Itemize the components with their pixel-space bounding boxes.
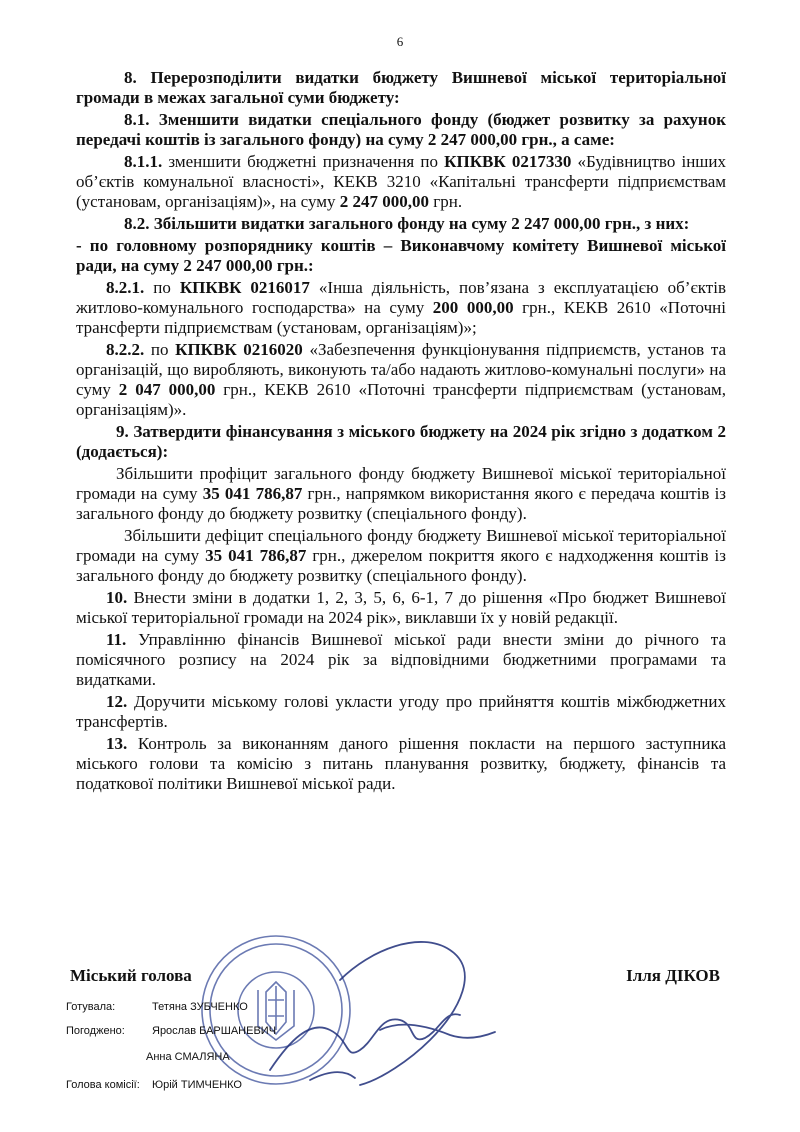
- amount: 2 047 000,00: [118, 380, 216, 399]
- paragraph-8-2-1: [76, 278, 726, 338]
- item-number: 12.: [106, 692, 128, 711]
- approval-role: Готувала:: [66, 1001, 116, 1013]
- paragraph-8: 8. Перерозподілити видатки бюджету Вишневої міської територіальної громади в межах загальної суми бюджету:: [76, 68, 726, 107]
- paragraph-9: 9. Затвердити фінансування з міського бюджету на 2024 рік згідно з додатком 2 (додається):: [76, 422, 726, 461]
- item-number: 8.2.1.: [106, 278, 145, 297]
- item-text: Внести зміни в додатки 1, 2, 3, 5, 6, 6-1, 7 до рішення «Про бюджет Вишневої міської територіальної громади на 2024 рік», виклавши їх у новій редакції.: [76, 588, 726, 627]
- paragraph-8-2-subheading: - по головному розпоряднику коштів – Виконавчому комітету Вишневої міської ради, на суму 2 247 000,00 грн.:: [76, 236, 726, 275]
- item-text: Контроль за виконанням даного рішення покласти на першого заступника міського голови та комісію з питань планування розвитку, бюджету, фінансів та податкової політики Вишневої міської ради.: [76, 734, 726, 793]
- paragraph-9-deficit: [76, 526, 726, 586]
- program-code: КПКВК 0217330: [444, 152, 572, 171]
- item-text: по: [144, 278, 180, 297]
- item-text: Збільшити дефіцит спеціального фонду бюджету Вишневої міської територіальної громади на суму: [76, 526, 726, 565]
- item-number: 11.: [106, 630, 127, 649]
- paragraph-8-2: 8.2. Збільшити видатки загального фонду на суму 2 247 000,00 грн., з них:: [124, 214, 690, 233]
- item-number: 8.2.2.: [106, 340, 145, 359]
- item-text: грн.: [429, 192, 463, 211]
- item-text: «Забезпечення функціонування підприємств, установ та організацій, що виробляють, виконують та/або надають житлово-комунальні послуги» на суму: [76, 340, 726, 399]
- item-text: Доручити міському голові укласти угоду про прийняття коштів міжбюджетних трансфертів.: [76, 692, 726, 731]
- paragraph-8-2-2: [76, 340, 726, 420]
- item-text: «Будівництво інших об’єктів комунальної власності», КЕКВ 3210 «Капітальні трансферти підприємствам (установам, організаціям)», на суму: [76, 152, 726, 211]
- item-text: грн., джерелом покриття якого є надходження коштів із загального фонду до бюджету розвитку (спеціального фонду).: [76, 546, 726, 585]
- document-body: [76, 68, 726, 796]
- program-code: КПКВК 0216017: [179, 278, 310, 297]
- item-text: грн., КЕКВ 2610 «Поточні трансферти підприємствам (установам, організаціям)».: [76, 380, 727, 419]
- approval-name: Ярослав БАРШАНЕВИЧ: [152, 1025, 277, 1037]
- signer-name: Ілля ДІКОВ: [626, 966, 720, 985]
- item-number: 8.1.1.: [124, 152, 163, 171]
- amount: 2 247 000,00: [339, 192, 429, 211]
- item-number: 10.: [106, 588, 128, 607]
- item-text: зменшити бюджетні призначення по: [162, 152, 445, 171]
- signer-position: Міський голова: [70, 966, 192, 985]
- item-text: «Інша діяльність, пов’язана з експлуатацією об’єктів житлово-комунального господарства» на суму: [76, 278, 726, 317]
- handwritten-signature-icon: [250, 920, 510, 1100]
- item-text: Збільшити профіцит загального фонду бюджету Вишневої міської територіальної громади на суму: [76, 464, 726, 503]
- paragraph-10: [76, 588, 726, 628]
- page-number: 6: [396, 34, 404, 49]
- paragraph-13: [76, 734, 726, 794]
- approval-name: Тетяна ЗУБЧЕНКО: [152, 1001, 248, 1013]
- paragraph-8-1-1: [76, 152, 726, 212]
- program-code: КПКВК 0216020: [175, 340, 303, 359]
- item-text: грн., напрямком використання якого є передача коштів із загального фонду до бюджету розвитку (спеціального фонду).: [76, 484, 727, 523]
- paragraph-9-surplus: [76, 464, 726, 524]
- item-number: 13.: [106, 734, 128, 753]
- amount: 35 041 786,87: [205, 546, 307, 565]
- approval-role: Голова комісії:: [66, 1079, 140, 1091]
- amount: 200 000,00: [432, 298, 514, 317]
- item-text: грн., КЕКВ 2610 «Поточні трансферти підприємствам (установам, організаціям)»;: [76, 298, 726, 337]
- paragraph-8-1: 8.1. Зменшити видатки спеціального фонду (бюджет розвитку за рахунок передачі коштів із загального фонду) на суму 2 247 000,00 грн., а саме:: [76, 110, 726, 149]
- paragraph-11: [76, 630, 726, 690]
- item-text: по: [144, 340, 176, 359]
- approval-name: Анна СМАЛЯНА: [146, 1051, 230, 1063]
- approval-name: Юрій ТИМЧЕНКО: [152, 1079, 242, 1091]
- paragraph-12: [76, 692, 726, 732]
- approval-role: Погоджено:: [66, 1025, 125, 1037]
- item-text: Управлінню фінансів Вишневої міської ради внести зміни до річного та помісячного розпису на 2024 рік за відповідними бюджетними програмами та видатками.: [76, 630, 726, 689]
- amount: 35 041 786,87: [202, 484, 303, 503]
